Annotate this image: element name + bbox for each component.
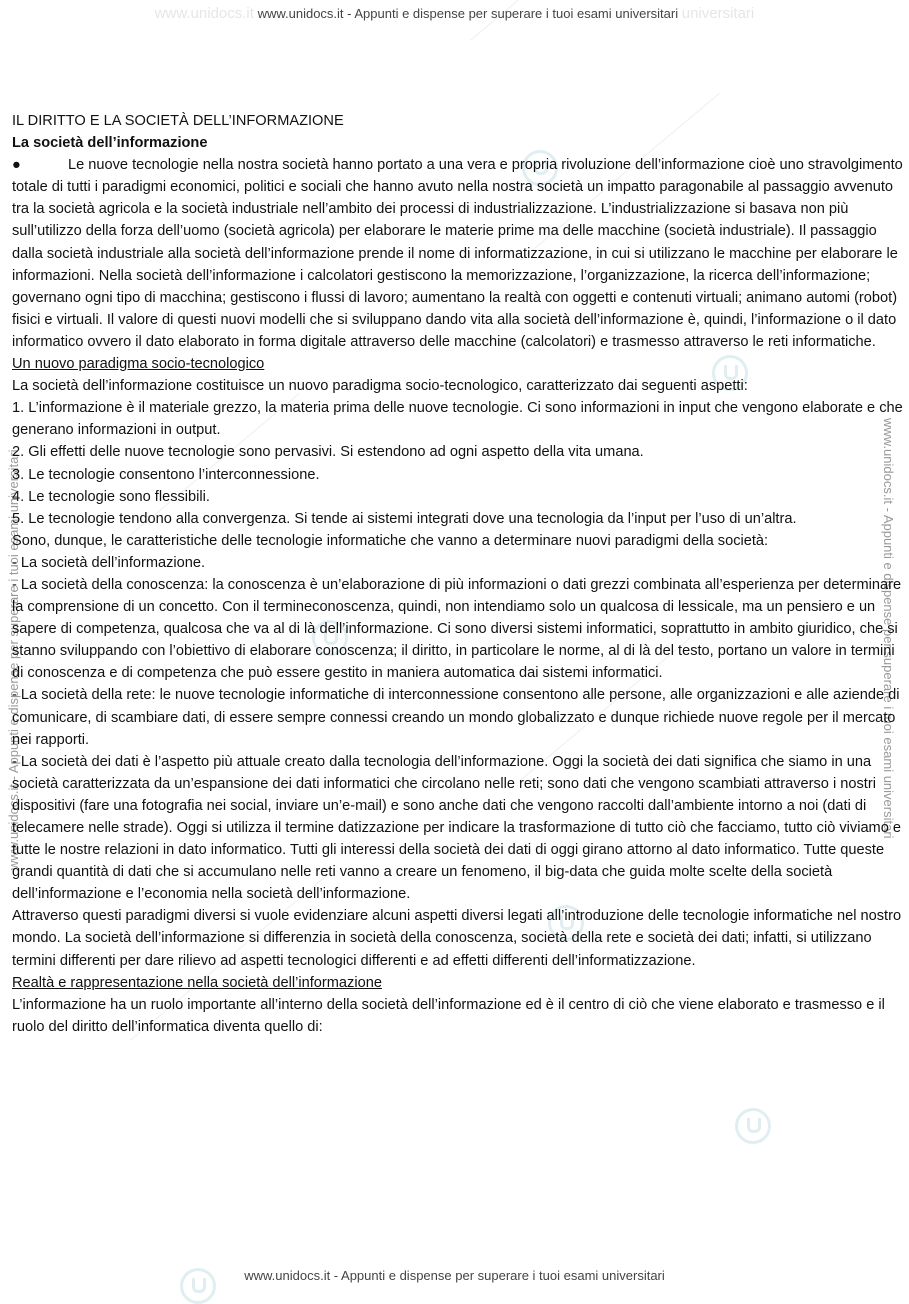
watermark-side-left: www.unidocs.it - Appunti e dispense per superare i tuoi esami universitari (6, 449, 21, 870)
dash-item: - La società della conoscenza: la conoscenza è un’elaborazione di più informazioni o dati grezzi combinata all’esperienza per determinare la comprensione di un concetto. Con il termineconoscenza, quindi, non intendiamo solo un qualcosa di lessicale, ma un pensiero e un sapere di competenza, qualcosa che va al di là dell’informazione. Ci sono diversi sistemi informatici, soprattutto in ambito giuridico, che si stanno sviluppando con l’obiettivo di elaborare conoscenza; il diritto, in particolare le norme, al di là del testo, portano un valore in termini di conoscenza e di competenza che può essere gestito in maniera automatica dai sistemi informatici. (12, 576, 902, 682)
watermark-ghost-left: www.unidocs.it (154, 5, 254, 22)
document-title: IL DIRITTO E LA SOCIETÀ DELL’INFORMAZIONE (12, 113, 344, 129)
unidocs-logo-icon (735, 1108, 771, 1144)
paradigm-paragraph: La società dell’informazione costituisce un nuovo paradigma socio-tecnologico, caratterizzato dai seguenti aspetti: (12, 378, 748, 395)
list-item: 1. L’informazione è il materiale grezzo, la materia prima delle nuove tecnologie. Ci sono informazioni in input che vengono elaborate e che generano informazioni in output. (12, 400, 903, 439)
characteristics-paragraph: Sono, dunque, le caratteristiche delle tecnologie informatiche che vanno a determinare nuovi paradigmi della società: (12, 532, 769, 549)
watermark-footer (0, 1268, 909, 1283)
list-item: 3. Le tecnologie consentono l’interconnessione. (12, 466, 320, 483)
list-item: 4. Le tecnologie sono flessibili. (12, 488, 210, 505)
list-item: 5. Le tecnologie tendono alla convergenza. Si tende ai sistemi integrati dove una tecnologia da l’input per l’uso di un’altra. (12, 510, 797, 527)
bullet-icon: ● (12, 157, 21, 174)
section-title: La società dell’informazione (12, 135, 208, 152)
list-item: 2. Gli effetti delle nuove tecnologie sono pervasivi. Si estendono ad ogni aspetto della vita umana. (12, 444, 644, 461)
watermark-side-right: www.unidocs.it - Appunti e dispense per superare i tuoi esami universitari (881, 418, 896, 839)
summary-paragraph: Attraverso questi paradigmi diversi si vuole evidenziare alcuni aspetti diversi legati all’introduzione delle tecnologie informatiche nel nostro mondo. La società dell’informazione si differenzia in società della conoscenza, società della rete e società dei dati; infatti, si utilizzano termini differenti per dare rilievo ad aspetti tecnologici differenti e ad effetti differenti dell’informatizzazione. (12, 908, 902, 969)
watermark-ghost-right: universitari (681, 5, 755, 22)
reality-paragraph: L’informazione ha un ruolo importante all’interno della società dell’informazione ed è il centro di ciò che viene elaborato e trasmesso e il ruolo del diritto dell’informatica diventa quello di: (12, 996, 885, 1035)
dash-item: - La società della rete: le nuove tecnologie informatiche di interconnessione consentono alle persone, alle organizzazioni e alle aziende di comunicare, di scambiare dati, di essere sempre connessi creando un mondo globalizzato e dunque richiede nuove regole per il mercato nei rapporti. (12, 687, 900, 748)
intro-text: Le nuove tecnologie nella nostra società hanno portato a una vera e propria rivoluzione dell’informazione cioè uno stravolgimento totale di tutti i paradigmi economici, politici e sociali che hanno avuto nella nostra società un impatto paragonabile al passaggio avvenuto tra la società agricola e la società industriale nell’ambito dei processi di industrializzazione. L’industrializzazione si basava non più sull’utilizzo della forza dell’uomo (società agricola) per elaborare le materie prime ma delle macchine (società industriale). Il passaggio dalla società industriale alla società dell’informazione prende il nome di informatizzazione, in cui si utilizzano le macchine per elaborare le informazioni. Nella società dell’informazione i calcolatori gestiscono la memorizzazione, l’organizzazione, la ricerca dell’informazione; governano ogni tipo di macchina; gestiscono i flussi di lavoro; aumentano la realtà con oggetti e contenuti virtuali; animano automi (robot) fisici e virtuali. Il valore di questi nuovi modelli che si sviluppano dando vita alla società dell’informazione è, quindi, l’informazione o il dato informatico ovvero il dato elaborato in forma digitale attraverso delle macchine (calcolatori) e trasmesso attraverso le reti informatiche. (12, 157, 903, 350)
dash-item: - La società dell’informazione. (12, 554, 206, 571)
watermark-header-text: www.unidocs.it - Appunti e dispense per superare i tuoi esami universitari (257, 6, 679, 21)
watermark-header (0, 5, 909, 22)
watermark-footer-text: www.unidocs.it - Appunti e dispense per superare i tuoi esami universitari (244, 1268, 665, 1283)
document-body (12, 110, 904, 1038)
dash-item: - La società dei dati è l’aspetto più attuale creato dalla tecnologia dell’informazione. Oggi la società dei dati significa che siamo in una società caratterizzata da un’espansione dei dati informatici che circolano nelle reti; sono dati che vengono scambiati attraverso i nostri dispositivi (fare una fotografia nei social, inviare un’e-mail) e sono anche dati che vengono raccolti dall’ambiente intorno a noi (dati di telecamere nelle strade). Oggi si utilizza il termine datizzazione per indicare la trasformazione di tutto ciò che facciamo, tutto ciò viviamo e tutte le nostre relazioni in dato informatico. Tutti gli interessi della società dei dati di oggi girano attorno al dato informatico. Tutte queste grandi quantità di dati che si accumulano nelle reti vanno a creare un fenomeno, il big-data che guida molte scelte della società dell’informazione e l’economia nella società dell’informazione. (12, 753, 902, 903)
intro-paragraph (12, 154, 904, 353)
subheading-reality: Realtà e rappresentazione nella società dell’informazione (12, 974, 382, 991)
subheading-paradigm: Un nuovo paradigma socio-tecnologico (12, 356, 265, 373)
